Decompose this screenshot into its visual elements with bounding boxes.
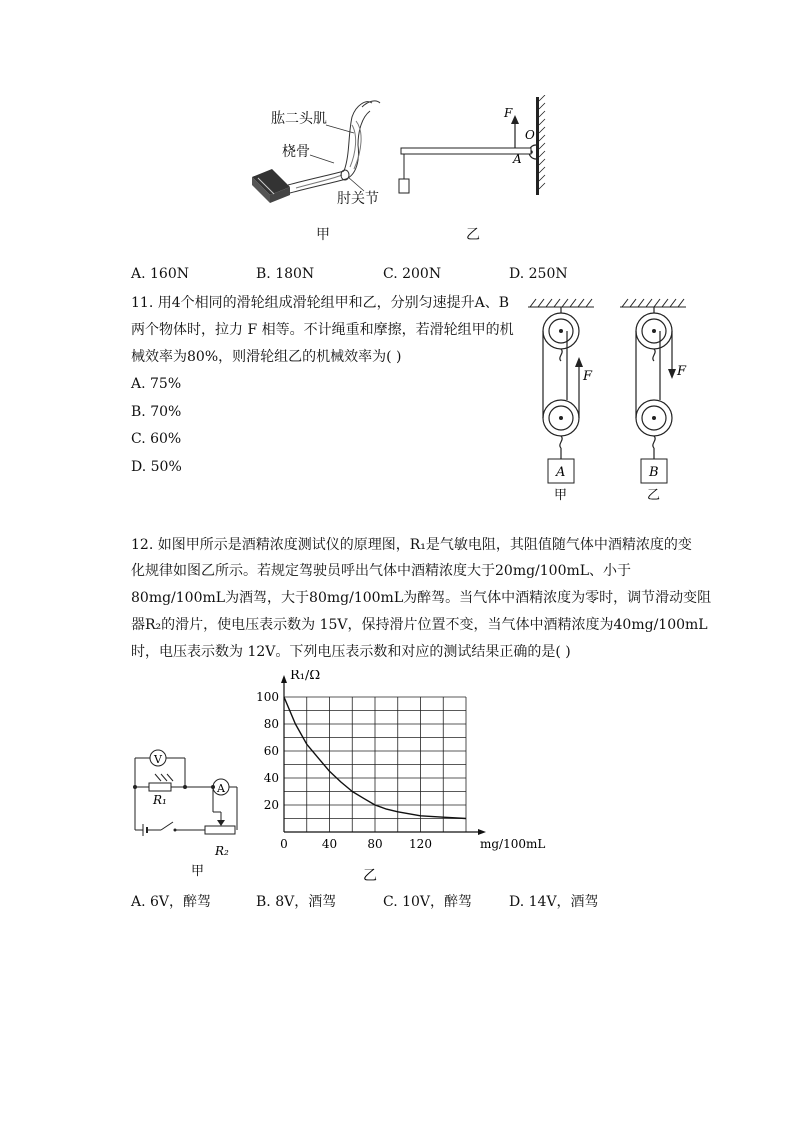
y-tick-label: 80 [263, 717, 279, 731]
label-force: F [504, 106, 513, 120]
q12-chart [250, 670, 560, 885]
q11-stem-line1: 11. 用4个相同的滑轮组成滑轮组甲和乙，分别匀速提升A、B [131, 295, 510, 311]
q12-option-b[interactable]: B. 8V，酒驾 [256, 894, 337, 910]
q11-option-c[interactable]: C. 60% [131, 431, 182, 447]
y-tick-label: 40 [263, 771, 279, 785]
r1-label: R₁ [153, 793, 167, 807]
y-axis-label: R₁/Ω [290, 670, 321, 683]
caption-jia: 甲 [316, 227, 330, 243]
label-biceps: 肱二头肌 [271, 111, 327, 127]
label-force-jia: F [583, 369, 593, 384]
caption-yi: 乙 [466, 227, 480, 243]
q11-option-a[interactable]: A. 75% [131, 376, 182, 392]
x-tick-label: 0 [280, 837, 288, 851]
q12-option-c[interactable]: C. 10V，醉驾 [383, 894, 473, 910]
x-tick-label: 80 [367, 837, 383, 851]
chart-caption: 乙 [363, 868, 377, 884]
q12-option-d[interactable]: D. 14V，酒驾 [509, 894, 599, 910]
circuit-caption: 甲 [191, 864, 205, 879]
r2-label: R₂ [215, 844, 229, 858]
q10-option-a[interactable]: A. 160N [131, 266, 189, 282]
x-tick-label: 120 [409, 837, 432, 851]
q11-pulley-figure [520, 295, 700, 505]
ammeter-label: A [217, 782, 225, 795]
q10-option-c[interactable]: C. 200N [383, 266, 442, 282]
q12-stem-line5: 时，电压表示数为 12V。下列电压表示数和对应的测试结果正确的是( ) [131, 644, 571, 660]
label-radius: 桡骨 [282, 144, 310, 160]
q12-stem-line4: 器R₂的滑片，使电压表示数为 15V，保持滑片位置不变，当气体中酒精浓度为40mg/100mL [131, 617, 708, 633]
x-tick-label: 40 [321, 837, 338, 851]
caption-yi: 乙 [647, 488, 661, 503]
q10-option-b[interactable]: B. 180N [256, 266, 315, 282]
y-tick-label: 20 [263, 798, 279, 812]
caption-jia: 甲 [554, 488, 568, 503]
label-block-b: B [649, 465, 659, 480]
label-pivot-o: O [525, 128, 535, 142]
y-tick-label: 100 [256, 690, 279, 704]
q12-stem-line3: 80mg/100mL为酒驾，大于80mg/100mL为醉驾。当气体中酒精浓度为零时，调节滑动变阻 [131, 590, 712, 606]
label-block-a: A [556, 465, 566, 480]
q12-circuit-figure [125, 740, 250, 880]
x-axis-label: mg/100mL [480, 837, 546, 851]
q10-figure-yi [395, 95, 555, 200]
q10-option-d[interactable]: D. 250N [509, 266, 568, 282]
leader-line [310, 155, 334, 163]
q12-option-a[interactable]: A. 6V，醉驾 [131, 894, 212, 910]
label-force-yi: F [677, 364, 687, 379]
book-icon [252, 169, 290, 203]
q11-stem-line3: 械效率为80%，则滑轮组乙的机械效率为( ) [131, 349, 402, 365]
label-point-a: A [513, 152, 522, 166]
label-elbow: 肘关节 [337, 191, 379, 207]
q11-stem-line2: 两个物体时，拉力 F 相等。不计绳重和摩擦，若滑轮组甲的机 [131, 322, 514, 338]
q12-stem-line2: 化规律如图乙所示。若规定驾驶员呼出气体中酒精浓度大于20mg/100mL、小于 [131, 563, 632, 579]
q12-stem-line1: 12. 如图甲所示是酒精浓度测试仪的原理图，R₁是气敏电阻，其阻值随气体中酒精浓度的变 [131, 537, 692, 553]
x-axis-arrow [478, 829, 486, 835]
y-axis-arrow [281, 675, 287, 683]
voltmeter-label: V [154, 753, 162, 766]
y-tick-label: 60 [263, 744, 279, 758]
q11-option-b[interactable]: B. 70% [131, 404, 182, 420]
q11-option-d[interactable]: D. 50% [131, 459, 182, 475]
